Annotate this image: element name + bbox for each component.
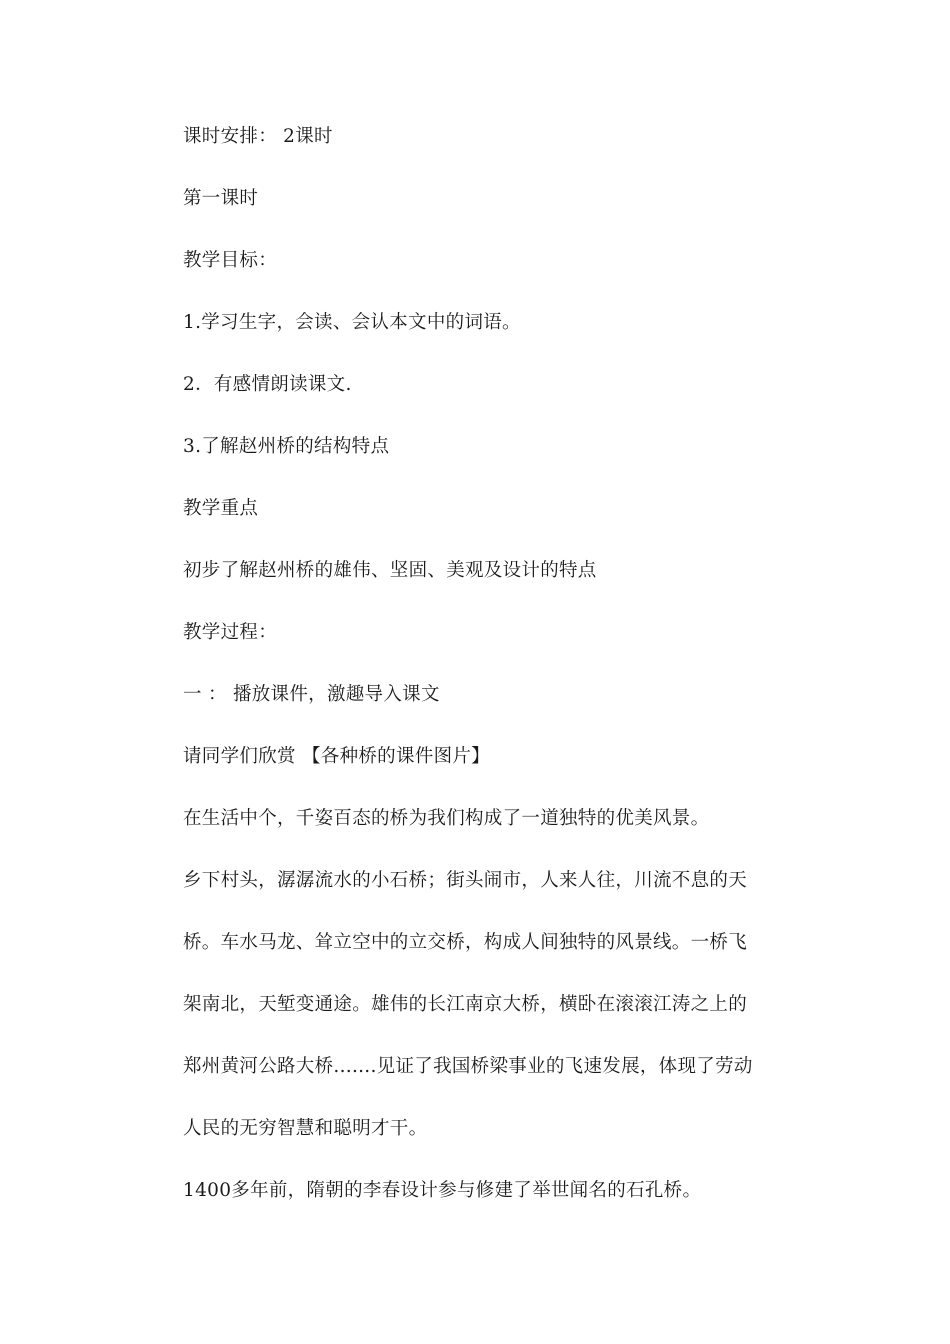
objective-item-2: 2．有感情朗读课文. [183,374,352,395]
key-points-heading: 教学重点 [183,498,259,519]
paragraph-line: 架南北，天堑变通途。雄伟的长江南京大桥，横卧在滚滚江涛之上的 [183,994,748,1015]
objective-item-3: 3.了解赵州桥的结构特点 [183,436,390,457]
paragraph-line: 郑州黄河公路大桥.......见证了我国桥梁事业的飞速发展，体现了劳动 [183,1056,753,1077]
objective-item-1: 1.学习生字，会读、会认本文中的词语。 [183,312,521,333]
paragraph-line: 在生活中个，千姿百态的桥为我们构成了一道独特的优美风景。 [183,808,710,829]
paragraph-line: 乡下村头，潺潺流水的小石桥；街头闹市，人来人往，川流不息的天 [183,870,748,891]
paragraph-line: 桥。车水马龙、耸立空中的立交桥，构成人间独特的风景线。一桥飞 [183,932,748,953]
paragraph-line: 1400多年前，隋朝的李春设计参与修建了举世闻名的石孔桥。 [183,1180,702,1201]
step-one-heading: 一 ： 播放课件，激趣导入课文 [183,684,440,705]
objectives-heading: 教学目标： [183,250,278,271]
paragraph-line: 请同学们欣赏 【各种桥的课件图片】 [183,746,490,767]
lesson-heading: 第一课时 [183,188,259,209]
process-heading: 教学过程： [183,622,278,643]
paragraph-line: 人民的无穷智慧和聪明才干。 [183,1118,428,1139]
key-points-text: 初步了解赵州桥的雄伟、坚固、美观及设计的特点 [183,560,597,581]
schedule-line: 课时安排： 2课时 [183,126,333,147]
